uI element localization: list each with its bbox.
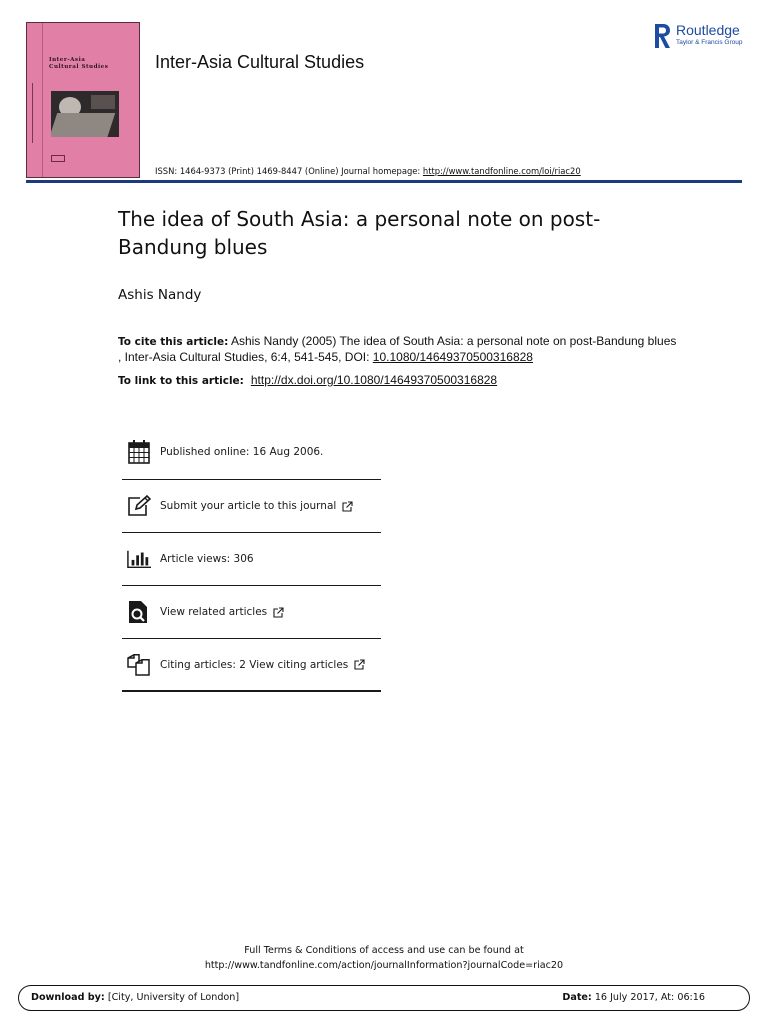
link-label: To link to this article: <box>118 375 248 387</box>
published-date: Published online: 16 Aug 2006. <box>160 445 324 458</box>
terms-url[interactable]: http://www.tandfonline.com/action/journalInformation?journalCode=riac20 <box>204 960 564 971</box>
article-link-line <box>118 373 497 387</box>
publisher-subtitle: Taylor & Francis Group <box>676 39 743 46</box>
submit-article-row[interactable] <box>122 480 381 533</box>
download-by-label: Download by: <box>31 992 105 1003</box>
published-row <box>122 424 381 480</box>
citing-documents-icon <box>127 653 151 677</box>
terms-notice <box>0 943 768 973</box>
issn-text: ISSN: 1464-9373 (Print) 1469-8447 (Online) Journal homepage: <box>155 166 423 176</box>
external-link-icon <box>273 607 284 618</box>
cover-spine-mark <box>32 83 33 143</box>
bar-chart-icon <box>127 547 151 571</box>
download-by-value: [City, University of London] <box>104 992 240 1003</box>
cover-title-line2: Cultural Studies <box>49 64 109 70</box>
cover-title-line1: Inter-Asia <box>49 57 86 63</box>
cover-publisher-logo <box>51 155 65 162</box>
external-link-icon <box>354 659 365 670</box>
publisher-name: Routledge <box>676 22 740 38</box>
download-by <box>31 992 239 1003</box>
download-info-bar <box>18 985 750 1011</box>
calendar-icon <box>127 440 151 464</box>
submit-article-link[interactable]: Submit your article to this journal <box>160 500 337 512</box>
article-views-row <box>122 533 381 586</box>
journal-cover-image <box>26 22 140 178</box>
download-date-label: Date: <box>562 992 592 1003</box>
journal-homepage-link[interactable]: http://www.tandfonline.com/loi/riac20 <box>422 166 581 176</box>
header-divider <box>26 180 742 183</box>
article-author: Ashis Nandy <box>118 287 202 303</box>
article-views-count: Article views: 306 <box>160 553 254 565</box>
download-date <box>562 992 705 1003</box>
cover-top-line <box>49 31 50 35</box>
document-search-icon <box>127 600 151 624</box>
article-url-link[interactable]: http://dx.doi.org/10.1080/14649370500316828 <box>250 373 498 387</box>
citing-articles-link[interactable]: Citing articles: 2 View citing articles <box>160 658 349 671</box>
terms-line1: Full Terms & Conditions of access and use can be found at <box>244 945 524 956</box>
routledge-r-icon <box>652 22 672 50</box>
cite-text: Ashis Nandy (2005) The idea of South Asia: a personal note on post-Bandung blues , Inter-Asia Cultural Studies, 6:4, 541-545, DOI: <box>118 334 677 364</box>
issn-line <box>155 166 581 176</box>
cover-photo <box>51 91 119 137</box>
journal-title: Inter-Asia Cultural Studies <box>155 52 365 72</box>
cite-label: To cite this article: <box>118 336 229 348</box>
citation-block <box>118 334 678 365</box>
external-link-icon <box>342 501 353 512</box>
related-articles-row[interactable] <box>122 586 381 639</box>
publisher-logo <box>652 20 752 52</box>
article-title: The idea of South Asia: a personal note on post-Bandung blues <box>118 207 601 259</box>
citing-articles-row[interactable] <box>122 639 381 692</box>
edit-icon <box>127 494 151 518</box>
download-date-value: 16 July 2017, At: 06:16 <box>591 992 705 1003</box>
cover-title <box>49 57 108 71</box>
article-info-panel <box>122 424 381 692</box>
doi-link[interactable]: 10.1080/14649370500316828 <box>372 350 533 364</box>
related-articles-link[interactable]: View related articles <box>160 606 268 618</box>
